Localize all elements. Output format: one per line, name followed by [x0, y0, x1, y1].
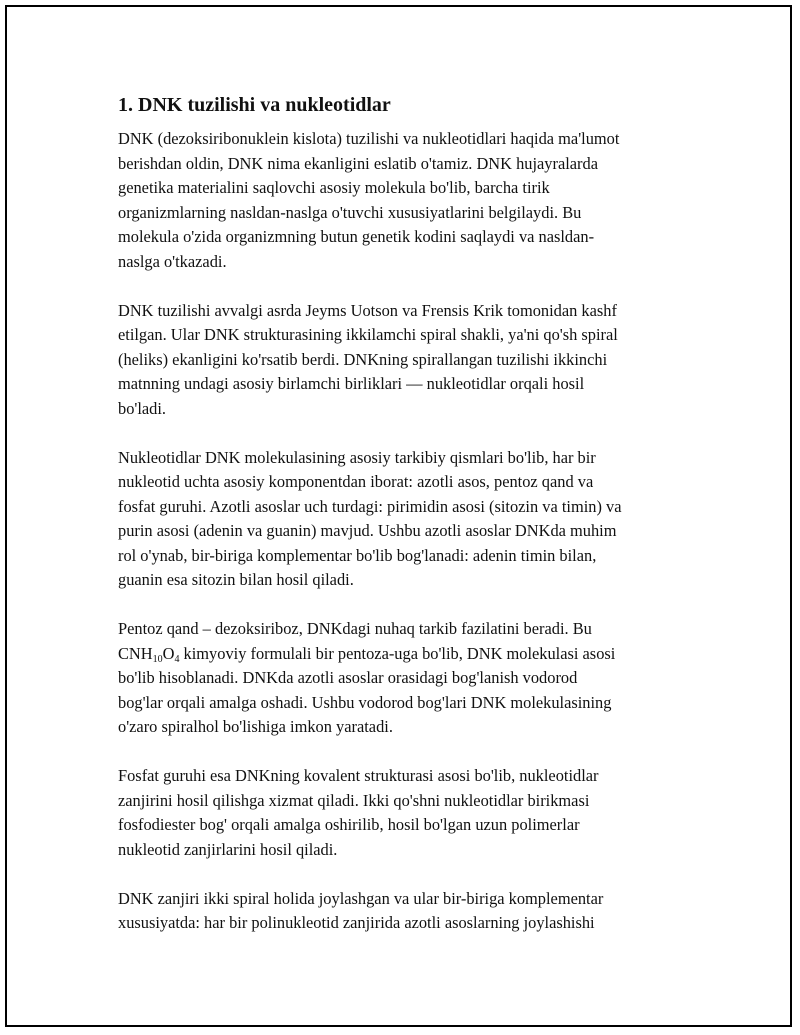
text-line: etilgan. Ular DNK strukturasining ikkilamchi spiral shakli, ya'ni qo'sh spiral — [118, 325, 618, 344]
text-line: naslga o'tkazadi. — [118, 251, 227, 271]
document-body — [118, 92, 683, 960]
formula-line — [118, 642, 683, 667]
formula-mid: O — [162, 643, 175, 663]
text-line: matnning undagi asosiy birlamchi birliklari — nukleotidlar orqali hosil — [118, 374, 585, 393]
text-line: zanjirini hosil qilishga xizmat qiladi. Ikki qo'shni nukleotidlar birikmasi — [118, 790, 590, 810]
text-line: Pentoz qand – dezoksiriboz, DNKdagi nuhaq tarkib fazilatini beradi. Bu — [118, 619, 592, 638]
text-line: DNK tuzilishi avvalgi asrda Jeyms Uotson va Frensis Krik tomonidan kashf — [118, 300, 617, 320]
text-line: Fosfat guruhi esa DNKning kovalent strukturasi asosi bo'lib, nukleotidlar — [118, 766, 599, 785]
text-line: rol o'ynab, bir-biriga komplementar bo'lib bog'lanadi: adenin timin bilan, — [118, 545, 597, 565]
text-line: fosfat guruhi. Azotli asoslar uch turdagi: pirimidin asosi (sitozin va timin) va — [118, 496, 622, 516]
text-line: fosfodiester bog' orqali amalga oshirilib, hosil bo'lgan uzun polimerlar — [118, 815, 580, 834]
text-line: nukleotid zanjirlarini hosil qiladi. — [118, 839, 338, 859]
text-line: DNK (dezoksiribonuklein kislota) tuzilishi va nukleotidlari haqida ma'lumot — [118, 129, 620, 148]
text-line: genetika materialini saqlovchi asosiy molekula bo'lib, barcha tirik — [118, 178, 550, 197]
formula-prefix: CNH — [118, 643, 153, 663]
text-line: nukleotid uchta asosiy komponentdan iborat: azotli asos, pentoz qand va — [118, 472, 594, 491]
text-line: organizmlarning nasldan-naslga o'tuvchi xususiyatlarini belgilaydi. Bu — [118, 202, 582, 222]
section-heading: 1. DNK tuzilishi va nukleotidlar — [118, 94, 391, 116]
paragraph-dnk-discovery — [118, 299, 683, 422]
paragraph-nucleotides — [118, 446, 683, 593]
text-line: o'zaro spiralhol bo'lishiga imkon yaratadi. — [118, 717, 393, 736]
text-line: berishdan oldin, DNK nima ekanligini eslatib o'tamiz. DNK hujayralarda — [118, 153, 598, 173]
text-line: (heliks) ekanligini ko'rsatib berdi. DNKning spirallangan tuzilishi ikkinchi — [118, 349, 608, 369]
paragraph-dnk-intro — [118, 127, 683, 274]
text-line: molekula o'zida organizmning butun genetik kodini saqlaydi va nasldan- — [118, 227, 595, 246]
text-line: Nukleotidlar DNK molekulasining asosiy tarkibiy qismlari bo'lib, har bir — [118, 447, 596, 467]
text-line: bo'ladi. — [118, 398, 167, 418]
paragraph-phosphate-group — [118, 764, 683, 862]
text-line: guanin esa sitozin bilan hosil qiladi. — [118, 570, 354, 589]
text-line: bog'lar orqali amalga oshadi. Ushbu vodorod bog'lari DNK molekulasining — [118, 692, 612, 712]
text-line: DNK zanjiri ikki spiral holida joylashgan va ular bir-biriga komplementar — [118, 888, 604, 908]
paragraph-double-helix — [118, 887, 683, 936]
formula-subscript-4: 4 — [174, 653, 180, 665]
formula-suffix: kimyoviy formulali bir pentoza-uga bo'lib, DNK molekulasi asosi — [179, 643, 616, 663]
paragraph-pentose-sugar — [118, 617, 683, 740]
text-line: purin asosi (adenin va guanin) mavjud. Ushbu azotli asoslar DNKda muhim — [118, 521, 617, 540]
text-line: bo'lib hisoblanadi. DNKda azotli asoslar orasidagi bog'lanish vodorod — [118, 668, 578, 687]
text-line: xususiyatda: har bir polinukleotid zanjirida azotli asoslarning joylashishi — [118, 913, 595, 932]
formula-subscript-10: 10 — [152, 653, 163, 665]
